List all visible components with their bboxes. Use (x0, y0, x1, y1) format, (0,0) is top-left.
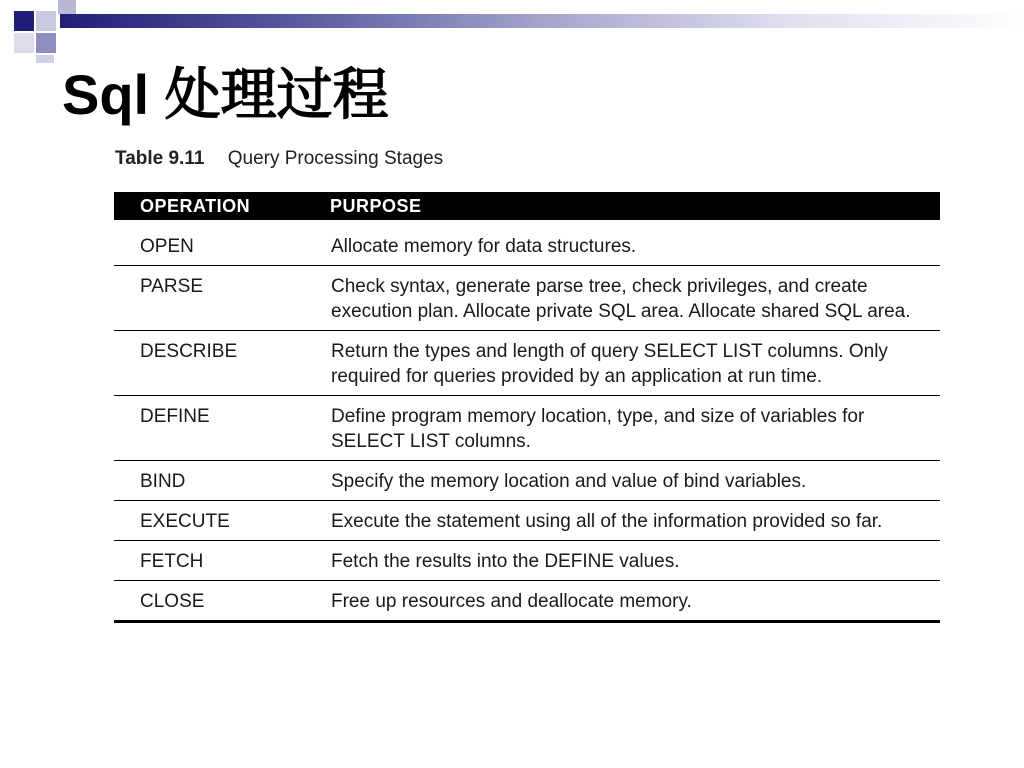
table-caption-text: Query Processing Stages (227, 148, 444, 169)
purpose-cell: Specify the memory location and value of bind variables. (330, 461, 940, 501)
purpose-cell: Fetch the results into the DEFINE values. (330, 541, 940, 581)
decor-square-pale (14, 33, 34, 53)
decor-square-medium (36, 33, 56, 53)
table-row (114, 331, 940, 396)
operation-cell: DEFINE (114, 396, 330, 461)
table-row (114, 541, 940, 581)
table-row (114, 581, 940, 622)
purpose-cell: Free up resources and deallocate memory. (330, 581, 940, 622)
operation-cell: BIND (114, 461, 330, 501)
decor-square-dark (14, 11, 34, 31)
header-purpose: PURPOSE (330, 192, 940, 220)
table-row (114, 461, 940, 501)
table-row (114, 234, 940, 266)
table-row (114, 266, 940, 331)
decor-square-light (36, 11, 56, 31)
table-header-row (114, 192, 940, 220)
table-caption-number: Table 9.11 (115, 148, 205, 169)
query-stages-table (114, 192, 940, 623)
purpose-cell: Define program memory location, type, and size of variables for SELECT LIST columns. (330, 396, 940, 461)
decor-square-top (58, 0, 76, 14)
slide-title: Sql 处理过程 (62, 63, 389, 126)
operation-cell: FETCH (114, 541, 330, 581)
decor-gradient-bar (60, 14, 1024, 28)
table-row (114, 396, 940, 461)
purpose-cell: Check syntax, generate parse tree, check privileges, and create execution plan. Allocate private SQL area. Allocate shared SQL area. (330, 266, 940, 331)
purpose-cell: Execute the statement using all of the information provided so far. (330, 501, 940, 541)
operation-cell: PARSE (114, 266, 330, 331)
header-operation: OPERATION (114, 192, 330, 220)
purpose-cell: Return the types and length of query SELECT LIST columns. Only required for queries provided by an application at run time. (330, 331, 940, 396)
operation-cell: EXECUTE (114, 501, 330, 541)
operation-cell: DESCRIBE (114, 331, 330, 396)
table-row (114, 501, 940, 541)
operation-cell: OPEN (114, 234, 330, 266)
operation-cell: CLOSE (114, 581, 330, 622)
purpose-cell: Allocate memory for data structures. (330, 234, 940, 266)
decor-square-bottom (36, 55, 54, 63)
table-caption (115, 148, 443, 170)
